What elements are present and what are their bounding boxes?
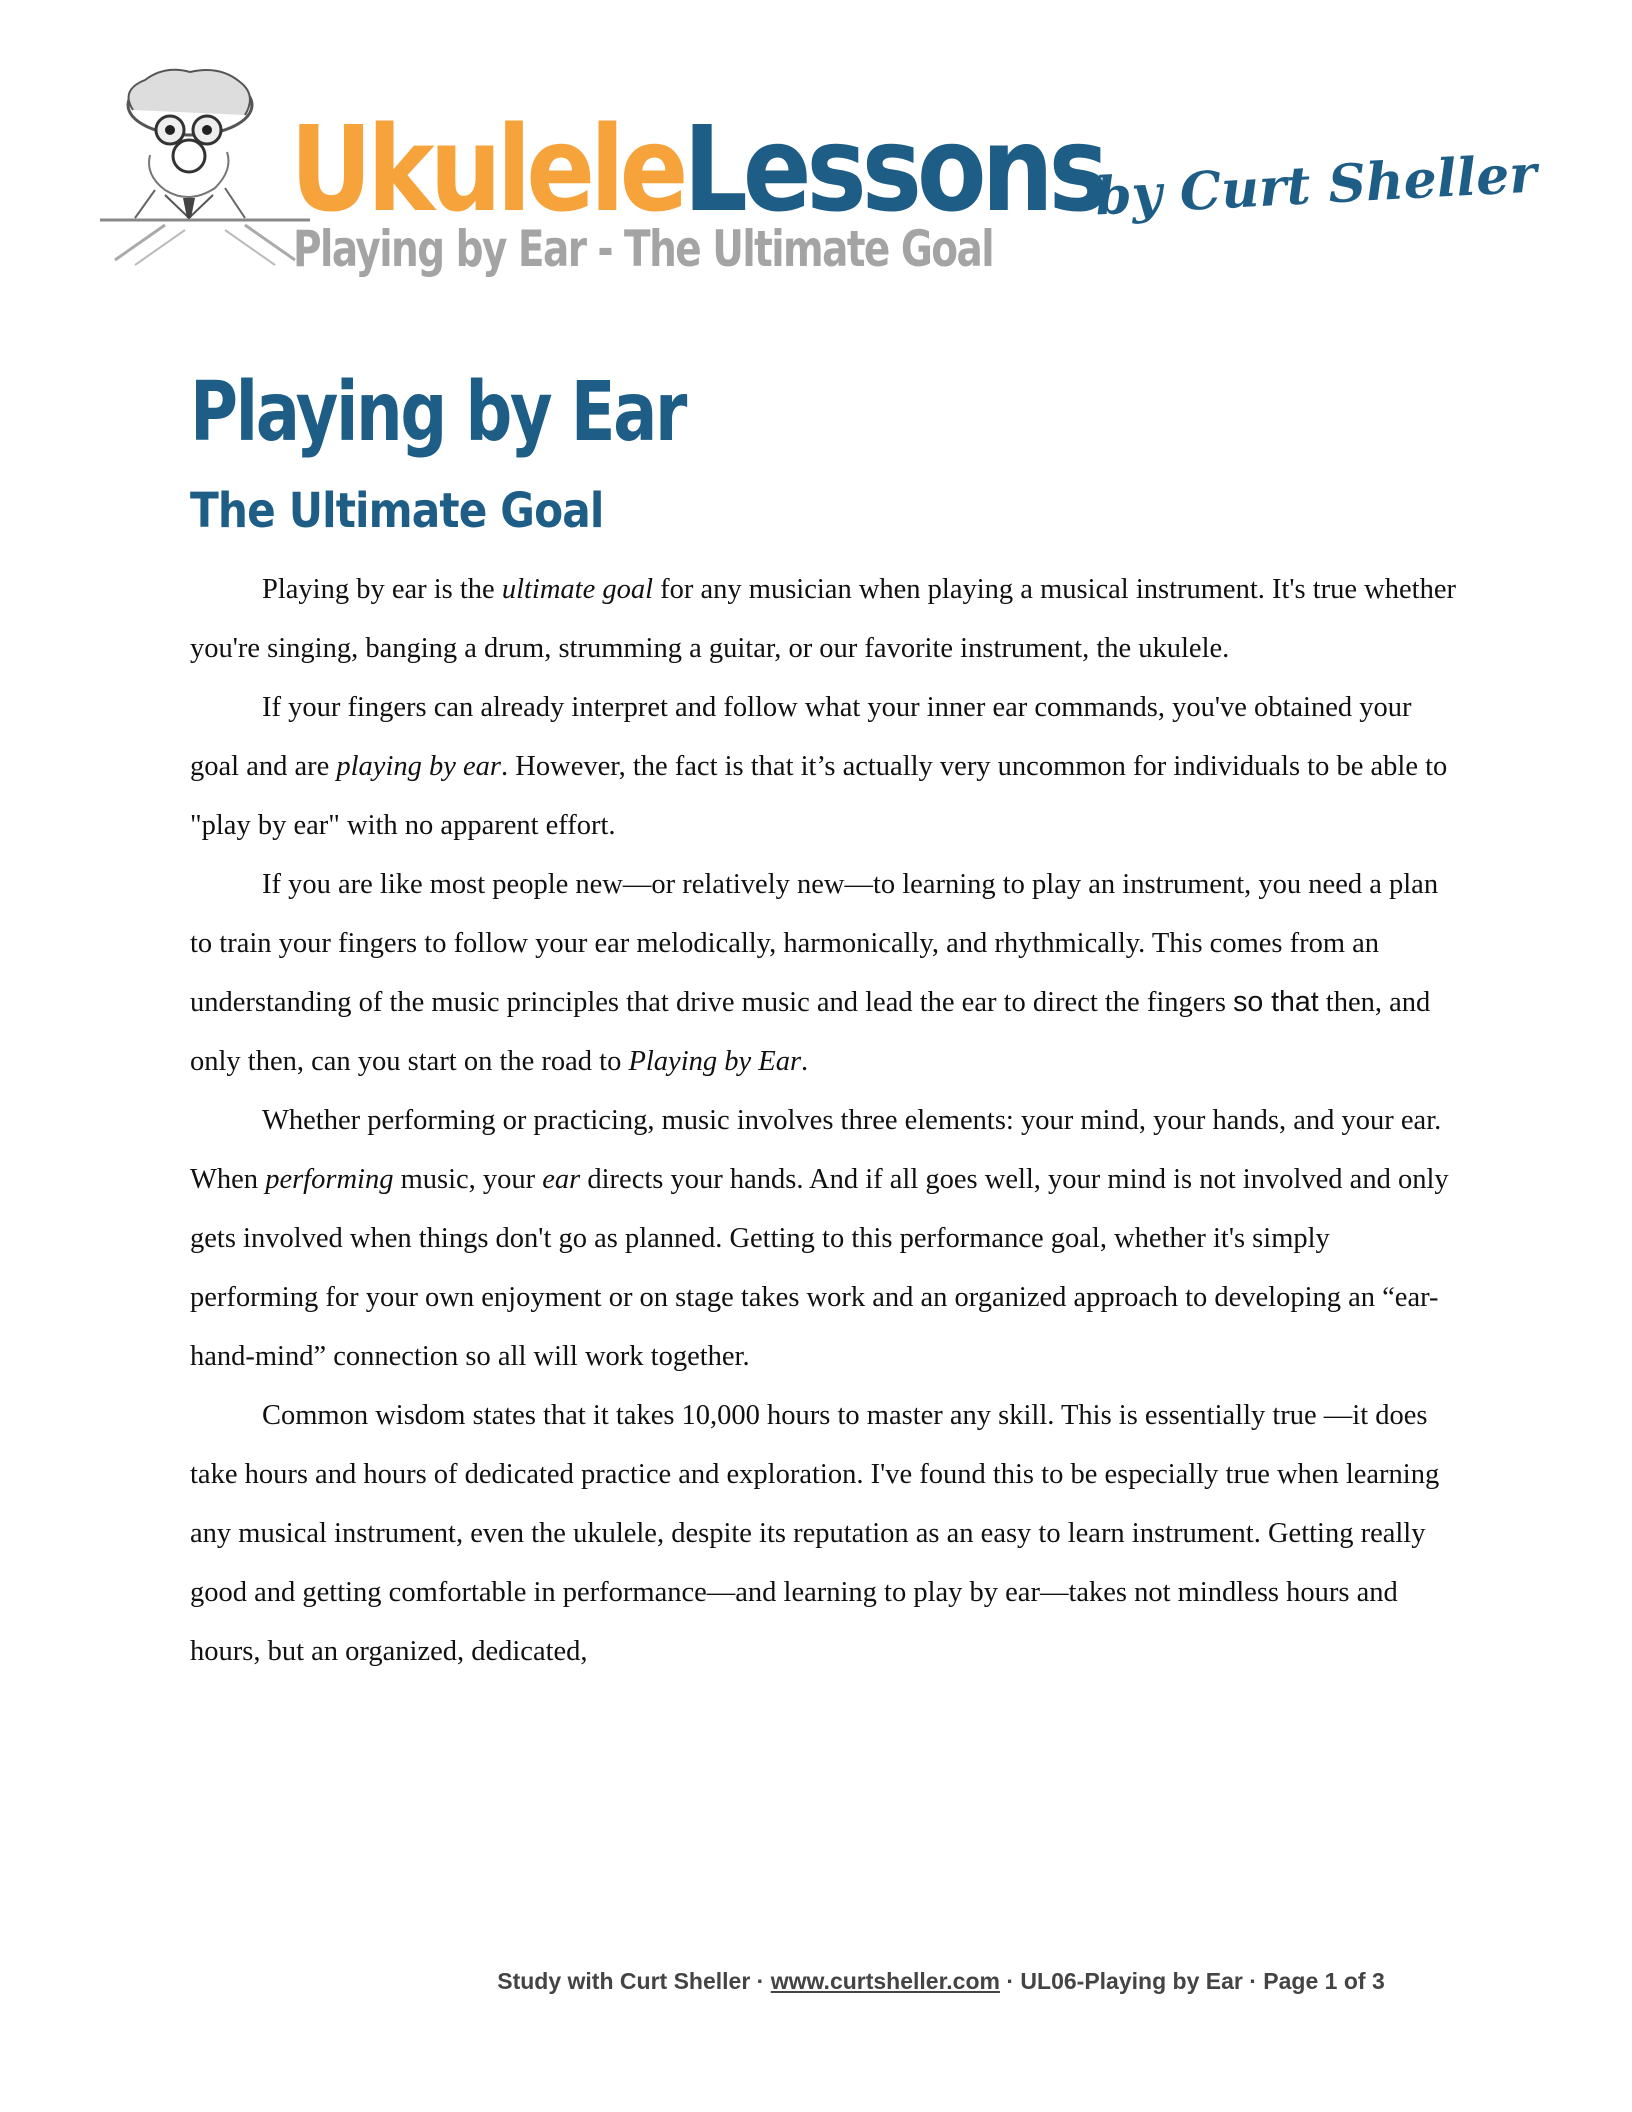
- header-subtitle: Playing by Ear - The Ultimate Goal: [293, 220, 994, 278]
- footer-doc-id: UL06-Playing by Ear: [1020, 1968, 1243, 1994]
- page-subtitle: The Ultimate Goal: [190, 483, 604, 539]
- page-title: Playing by Ear: [190, 365, 685, 460]
- paragraph-2: If your fingers can already interpret and follow what your inner ear commands, you've obtained your goal and are playing by ear. However, the fact is that it’s actually very uncommon for individuals to be able to "play by ear" with no apparent effort.: [190, 692, 1448, 841]
- page-header: [95, 60, 1539, 290]
- footer-website-link[interactable]: www.curtsheller.com: [770, 1968, 1000, 1994]
- page-footer: Study with Curt Sheller · www.curtsheller.com · UL06-Playing by Ear · Page 1 of 3: [497, 1968, 1385, 1994]
- brand-byline: by Curt Sheller: [1093, 143, 1539, 228]
- footer-page-number: Page 1 of 3: [1263, 1968, 1385, 1994]
- paragraph-5: Common wisdom states that it takes 10,000 hours to master any skill. This is essentially true —it does take hours and hours of dedicated practice and exploration. I've found this to be especially true when learning any musical instrument, even the ukulele, despite its reputation as an easy to learn instrument. Getting really good and getting comfortable in performance—and learning to play by ear—takes not mindless hours and hours, but an organized, dedicated,: [190, 1400, 1440, 1667]
- footer-study: Study with Curt Sheller: [497, 1968, 751, 1994]
- article-body: [190, 560, 1458, 1681]
- paragraph-1: Playing by ear is the ultimate goal for any musician when playing a musical instrument. It's true whether you're singing, banging a drum, strumming a guitar, or our favorite instrument, the ukulele.: [190, 574, 1456, 664]
- brand-wordmark: UkuleleLessons: [290, 100, 1104, 238]
- paragraph-4: Whether performing or practicing, music involves three elements: your mind, your hands, and your ear. When performing music, your ear directs your hands. And if all goes well, your mind is not involved and only gets involved when things don't go as planned. Getting to this performance goal, whether it's simply performing for your own enjoyment or on stage takes work and an organized approach to developing an “ear-hand-mind” connection so all will work together.: [190, 1105, 1449, 1372]
- paragraph-3: If you are like most people new—or relatively new—to learning to play an instrument, you need a plan to train your fingers to follow your ear melodically, harmonically, and rhythmically. This comes from an understanding of the music principles that drive music and lead the ear to direct the fingers so that then, and only then, can you start on the road to Playing by Ear.: [190, 869, 1439, 1077]
